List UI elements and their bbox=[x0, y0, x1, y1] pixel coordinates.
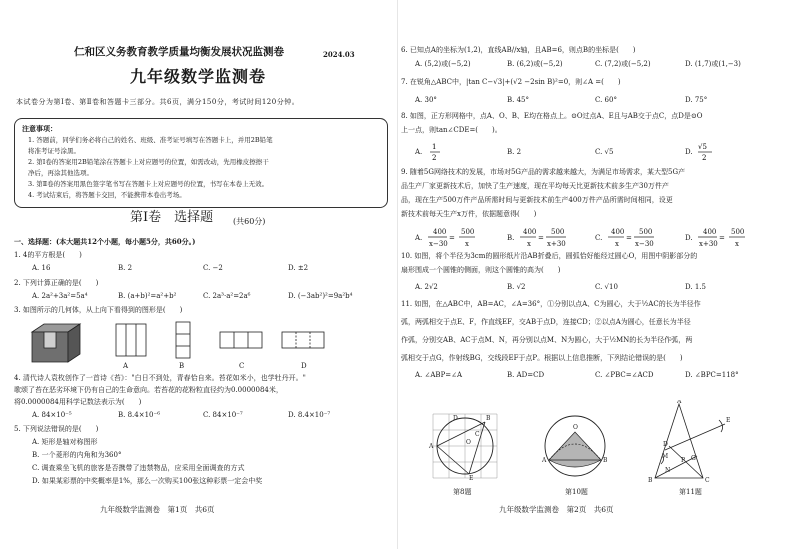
exam-header: 仁和区义务教育教学质量均衡发展状况监测卷 bbox=[74, 46, 284, 58]
q8-option-d: D. bbox=[685, 148, 693, 156]
q3-letter-b: B bbox=[179, 362, 185, 370]
q9-option-b: B. bbox=[507, 234, 515, 242]
svg-text:=: = bbox=[719, 234, 725, 242]
q8-figure bbox=[425, 410, 505, 482]
svg-text:A: A bbox=[677, 400, 682, 405]
q9-option-d-equation bbox=[697, 226, 759, 250]
svg-text:x+30: x+30 bbox=[699, 240, 718, 248]
svg-text:√5: √5 bbox=[698, 143, 707, 151]
q5-option-c: C. 调查乘坐飞机的旅客是否携带了违禁物品，应采用全面调查的方式 bbox=[32, 464, 245, 472]
svg-text:C: C bbox=[705, 477, 710, 484]
q11-figure-caption: 第11题 bbox=[679, 488, 702, 496]
q2-option-d: D. (−3ab²)²=9a²b⁴ bbox=[288, 292, 353, 300]
question-10-line: 扇形围成一个圆锥的侧面，则这个圆锥的高为( ) bbox=[401, 266, 561, 274]
svg-text:N: N bbox=[665, 467, 671, 474]
page-2-footer: 九年级数学监测卷 第2页 共6页 bbox=[499, 505, 614, 514]
note-line: 将准考证号涂黑。 bbox=[28, 147, 80, 155]
question-10-line: 10. 如图，将个半径为3cm的圆形纸片沿AB折叠后，圆弧恰好能经过圆心O，用图中阴影部分的 bbox=[401, 252, 698, 260]
q3-option-b-figure bbox=[176, 322, 190, 358]
question-9-line: 新技术前每天生产x万件，依据题意得( ) bbox=[401, 210, 537, 218]
q9-option-c: C. bbox=[595, 234, 603, 242]
svg-text:C: C bbox=[475, 431, 480, 438]
note-line: 净后，再涂其他选项。 bbox=[28, 169, 93, 177]
question-4-line: 将0.0000084用科学记数法表示为( ) bbox=[14, 398, 142, 406]
svg-text:500: 500 bbox=[731, 228, 745, 236]
svg-text:E: E bbox=[726, 417, 731, 424]
q10-option-a: A. 2√2 bbox=[415, 283, 438, 291]
svg-text:400: 400 bbox=[611, 228, 625, 236]
svg-text:400: 400 bbox=[433, 228, 447, 236]
q6-option-c: C. (7,2)或(−5,2) bbox=[595, 60, 651, 68]
note-line: 4. 考试结束后，将答题卡交回，不能携带本卷出考场。 bbox=[28, 191, 186, 199]
q8-figure-caption: 第8题 bbox=[453, 488, 472, 496]
q3-solid-figure bbox=[32, 324, 80, 362]
q11-figure bbox=[635, 400, 735, 484]
q6-option-b: B. (6,2)或(−5,2) bbox=[507, 60, 563, 68]
q2-option-a: A. 2a²+3a²=5a⁴ bbox=[32, 292, 88, 300]
svg-text:400: 400 bbox=[703, 228, 717, 236]
q7-option-d: D. 75° bbox=[685, 96, 708, 104]
q3-option-d-figure bbox=[282, 332, 324, 348]
question-5-stem: 5. 下列说法错误的是( ) bbox=[14, 425, 99, 433]
q1-option-d: D. ±2 bbox=[288, 264, 309, 272]
svg-text:A: A bbox=[429, 443, 434, 450]
svg-text:x: x bbox=[527, 240, 531, 248]
q8-option-b bbox=[507, 148, 521, 157]
section-score: (共60分) bbox=[233, 217, 266, 226]
q2-option-b: B. (a+b)²=a²+b² bbox=[118, 292, 177, 300]
q9-option-c-equation bbox=[607, 226, 667, 250]
svg-text:400: 400 bbox=[523, 228, 537, 236]
question-9-line: 品生产厂家更新技术后，加快了生产速度，现在平均每天比更新技术前多生产30万件产 bbox=[401, 182, 669, 190]
svg-text:x: x bbox=[735, 240, 739, 248]
q7-option-c: C. 60° bbox=[595, 96, 617, 104]
note-line: 2. 第Ⅰ卷的答案用2B铅笔涂在答题卡上对应题号的位置，如需改动，先用橡皮擦擦干 bbox=[28, 158, 269, 166]
svg-text:500: 500 bbox=[551, 228, 565, 236]
q1-option-b: B. 2 bbox=[118, 264, 133, 272]
q7-option-b: B. 45° bbox=[507, 96, 530, 104]
q8-option-a-fraction bbox=[429, 141, 441, 163]
q3-letter-c: C bbox=[239, 362, 245, 370]
q6-option-a: A. (5,2)或(−5,2) bbox=[415, 60, 471, 68]
svg-text:x: x bbox=[615, 240, 619, 248]
question-7-stem: 7. 在锐角△ABC中，|tan C−√3|+(√2 −2sin B)²=0，则∠A =( ) bbox=[401, 78, 621, 86]
question-4-line: 歌颂了苔在恶劣环境下仍有自己的生命意向。若苔花的花粉粒直径约为0.0000084米， bbox=[14, 386, 283, 394]
q5-option-b: B. 一个菱形的内角和为360° bbox=[32, 451, 122, 459]
q4-option-c: C. 84×10⁻⁷ bbox=[203, 411, 243, 419]
q7-option-a: A. 30° bbox=[415, 96, 437, 104]
question-4-line: 4. 清代诗人袁枚创作了一首诗《苔》："白日不到处，青春恰自来。苔花如米小，也学牡丹开。" bbox=[14, 374, 306, 382]
section-title: 第Ⅰ卷 选择题 bbox=[130, 210, 214, 225]
svg-text:O: O bbox=[466, 439, 471, 446]
q3-letter-d: D bbox=[301, 362, 307, 370]
q10-option-c: C. √10 bbox=[595, 283, 618, 291]
svg-text:x−30: x−30 bbox=[635, 240, 654, 248]
exam-date: 2024.03 bbox=[323, 50, 355, 59]
exam-intro: 本试卷分为第Ⅰ卷、第Ⅱ卷和答题卡三部分。共6页，满分150分，考试时间120分钟。 bbox=[16, 98, 300, 106]
q1-option-a: A. 16 bbox=[32, 264, 51, 272]
notes-title: 注意事项： bbox=[22, 124, 57, 133]
q9-option-a: A. bbox=[415, 234, 423, 242]
svg-text:2: 2 bbox=[432, 154, 437, 162]
q3-option-c-figure bbox=[220, 332, 262, 348]
q4-option-a: A. 84×10⁻⁵ bbox=[32, 411, 72, 419]
svg-text:2: 2 bbox=[702, 154, 707, 162]
q11-option-c: C. ∠PBC=∠ACD bbox=[595, 371, 654, 379]
q5-option-d: D. 如果某彩票的中奖概率是1%，那么一次购买100张这种彩票一定会中奖 bbox=[32, 477, 263, 485]
svg-text:D: D bbox=[453, 415, 458, 422]
q5-option-a: A. 矩形是轴对称图形 bbox=[32, 438, 98, 446]
q11-option-a: A. ∠ABP=∠A bbox=[415, 371, 463, 379]
page-1-footer: 九年级数学监测卷 第1页 共6页 bbox=[100, 505, 215, 514]
svg-text:1: 1 bbox=[432, 143, 437, 151]
question-9-line: 品，现在生产500万件产品所需时间与更新技术前生产400万件产品所需时间相同，设更 bbox=[401, 196, 673, 204]
svg-text:B: B bbox=[648, 477, 653, 484]
q3-option-a-figure bbox=[116, 324, 146, 356]
svg-text:O: O bbox=[573, 424, 578, 431]
exam-page-2 bbox=[397, 0, 794, 549]
question-3-stem: 3. 如图所示的几何体，从上向下看得到的图形是( ) bbox=[14, 306, 183, 314]
svg-text:G: G bbox=[691, 455, 696, 462]
q4-option-d: D. 8.4×10⁻⁷ bbox=[288, 411, 331, 419]
part-heading: 一、选择题：(本大题共12个小题，每小题5分，共60分。) bbox=[14, 237, 196, 246]
question-1-stem: 1. 4的平方根是( ) bbox=[14, 251, 82, 259]
note-line: 1. 答题前，同学们务必将自己的姓名、班级、准考证号填写在答题卡上，并用2B铅笔 bbox=[28, 136, 273, 144]
q8-option-c: C. √5 bbox=[595, 148, 614, 156]
q8-option-a: A. bbox=[415, 148, 423, 156]
q10-figure-caption: 第10题 bbox=[565, 488, 588, 496]
svg-text:=: = bbox=[626, 234, 632, 242]
svg-text:M: M bbox=[662, 453, 669, 460]
q8-option-b-letter: B. 2 bbox=[507, 148, 522, 156]
q1-option-c: C. −2 bbox=[203, 264, 223, 272]
question-6-stem: 6. 已知点A的坐标为(1,2)，直线AB//x轴，且AB=6，则点B的坐标是( ) bbox=[401, 46, 636, 54]
svg-text:x+30: x+30 bbox=[547, 240, 566, 248]
svg-text:B: B bbox=[486, 415, 491, 422]
question-11-line: 作弧，分别交AB、AC于点M、N，再分别以点M、N为圆心，大于½MN的长为半径作弧，两 bbox=[401, 336, 693, 344]
svg-text:E: E bbox=[469, 475, 474, 482]
question-11-line: 弧相交于点G，作射线BG，交线段EF于点P。根据以上信息推断，下列结论错误的是( ) bbox=[401, 354, 683, 362]
question-11-line: 弧，两弧相交于点E、F，作直线EF，交AB于点D，连接CD；②以点A为圆心，任意长为半径 bbox=[401, 318, 691, 326]
svg-text:x: x bbox=[465, 240, 469, 248]
q9-option-b-equation bbox=[519, 226, 579, 250]
q9-option-d: D. bbox=[685, 234, 693, 242]
svg-text:D: D bbox=[663, 441, 668, 448]
svg-text:A: A bbox=[542, 457, 547, 464]
q10-option-b: B. √2 bbox=[507, 283, 526, 291]
note-line: 3. 第Ⅱ卷的答案用黑色签字笔书写在答题卡上对应题号的位置，书写在本卷上无效。 bbox=[28, 180, 269, 188]
svg-text:=: = bbox=[538, 234, 544, 242]
q6-option-d: D. (1,7)或(1,−3) bbox=[685, 60, 741, 68]
question-2-stem: 2. 下列计算正确的是( ) bbox=[14, 279, 99, 287]
svg-text:P: P bbox=[681, 457, 686, 464]
exam-title: 九年级数学监测卷 bbox=[130, 67, 267, 86]
question-11-line: 11. 如图，在△ABC中，AB=AC，∠A=36°，①分别以点A、C为圆心，大于½AC的长为半径作 bbox=[401, 300, 701, 308]
svg-text:=: = bbox=[449, 234, 455, 242]
svg-text:x−30: x−30 bbox=[429, 240, 448, 248]
question-8-line: 上一点，则tan∠CDE=( )。 bbox=[401, 126, 502, 134]
svg-text:500: 500 bbox=[461, 228, 475, 236]
q4-option-b: B. 8.4×10⁻⁶ bbox=[118, 411, 160, 419]
q9-option-a-equation bbox=[427, 226, 487, 250]
q10-figure bbox=[535, 410, 615, 482]
q2-option-c: C. 2a³·a²=2a⁶ bbox=[203, 292, 251, 300]
q3-letter-a: A bbox=[123, 362, 129, 370]
q11-option-b: B. AD=CD bbox=[507, 371, 545, 379]
question-8-line: 8. 如图，正方形网格中，点A、O、B、E均在格点上。⊙O过点A、E且与AB交于点C，点D是⊙O bbox=[401, 112, 703, 120]
q8-option-d-fraction bbox=[697, 141, 713, 163]
question-9-line: 9. 随着5G网络技术的发展，市场对5G产品的需求越来越大，为满足市场需求，某大型5G产 bbox=[401, 168, 686, 176]
q11-option-d: D. ∠BPC=118° bbox=[685, 371, 739, 379]
svg-text:500: 500 bbox=[639, 228, 653, 236]
svg-text:B: B bbox=[603, 457, 608, 464]
q10-option-d: D. 1.5 bbox=[685, 283, 706, 291]
